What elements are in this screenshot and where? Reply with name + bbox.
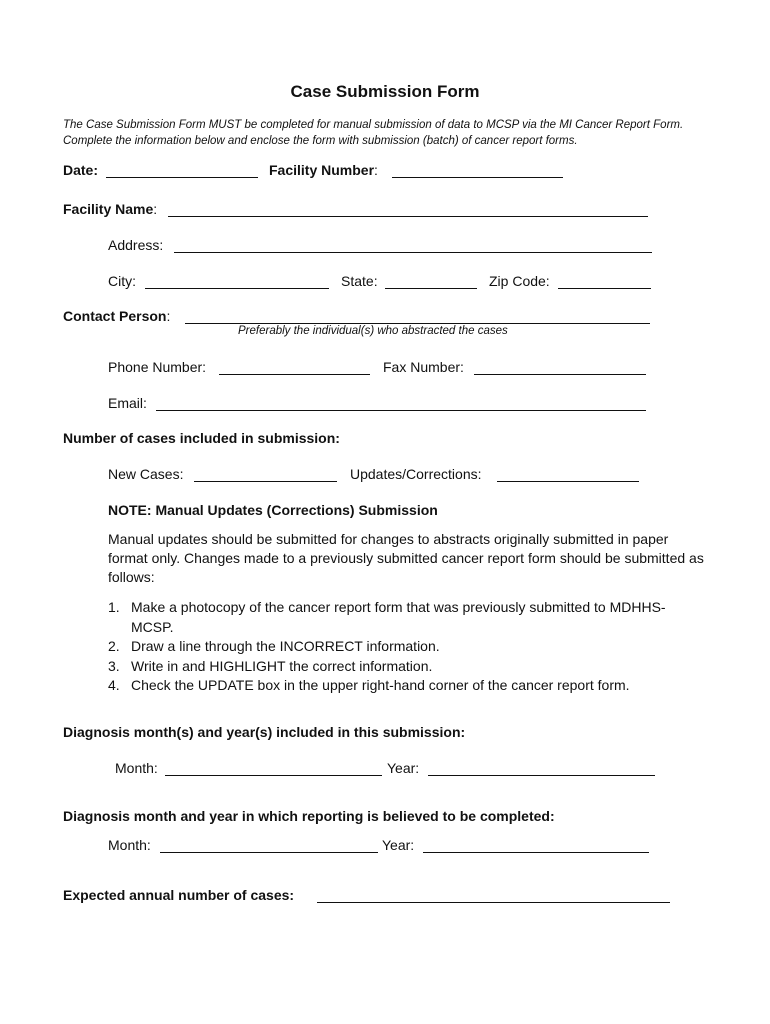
expected-annual-cases-label: Expected annual number of cases: (63, 887, 295, 903)
diagnosis-completed-month-field[interactable] (160, 838, 378, 853)
facility-name-label: Facility Name (63, 201, 154, 217)
step-text: Draw a line through the INCORRECT information. (131, 638, 440, 654)
contact-person-row: Contact Person: (63, 308, 171, 324)
facility-name-row: Facility Name: (63, 201, 158, 217)
diagnosis-included-month-field[interactable] (165, 761, 382, 776)
facility-number-label: Facility Number (269, 162, 375, 178)
step-text: Check the UPDATE box in the upper right-hand corner of the cancer report form. (131, 677, 630, 693)
city-field[interactable] (145, 274, 329, 289)
state-field[interactable] (385, 274, 477, 289)
zip-code-field[interactable] (558, 274, 651, 289)
step-number: 3. (108, 657, 120, 674)
step-text: Write in and HIGHLIGHT the correct information. (131, 657, 433, 674)
diagnosis-included-month-label: Month: (115, 760, 158, 776)
step-number: 1. (108, 599, 120, 615)
diagnosis-completed-heading: Diagnosis month and year in which reporting is believed to be completed: (63, 808, 555, 824)
diagnosis-completed-year-label: Year: (382, 837, 415, 853)
diagnosis-included-year-field[interactable] (428, 761, 655, 776)
diagnosis-completed-year-field[interactable] (423, 838, 649, 853)
facility-number-field[interactable] (392, 163, 563, 178)
cases-heading: Number of cases included in submission: (63, 430, 340, 446)
contact-person-label: Contact Person (63, 308, 167, 324)
diagnosis-included-heading: Diagnosis month(s) and year(s) included in this submission: (63, 724, 466, 740)
expected-annual-cases-field[interactable] (317, 888, 670, 903)
updates-corrections-field[interactable] (497, 467, 639, 482)
phone-number-label: Phone Number: (108, 359, 207, 375)
new-cases-label: New Cases: (108, 466, 184, 482)
list-item (108, 657, 708, 677)
updates-corrections-label: Updates/Corrections: (350, 466, 482, 482)
contact-person-hint: Preferably the individual(s) who abstracted the cases (238, 325, 508, 337)
date-field[interactable] (106, 163, 258, 178)
address-label: Address: (108, 237, 164, 253)
new-cases-field[interactable] (194, 467, 337, 482)
update-steps-list (108, 598, 708, 696)
zip-code-label: Zip Code: (489, 273, 550, 289)
facility-name-field[interactable] (168, 202, 648, 217)
note-body: Manual updates should be submitted for changes to abstracts originally submitted in paper format only. Changes made to a previously submitted cancer report form should be submitted as follows: (108, 531, 704, 585)
email-label: Email: (108, 395, 147, 411)
email-field[interactable] (156, 396, 646, 411)
step-number: 4. (108, 677, 120, 693)
state-label: State: (341, 273, 378, 289)
list-item (108, 676, 708, 696)
facility-number-row: Facility Number: (269, 162, 378, 178)
step-number: 2. (108, 638, 120, 654)
form-title: Case Submission Form (290, 82, 480, 101)
city-label: City: (108, 273, 136, 289)
address-field[interactable] (174, 238, 652, 253)
contact-person-field[interactable] (185, 309, 650, 324)
diagnosis-completed-month-label: Month: (108, 837, 151, 853)
fax-number-label: Fax Number: (383, 359, 464, 375)
form-intro: The Case Submission Form MUST be completed for manual submission of data to MCSP via the MI Cancer Report Form. Complete the information below and enclose the form with submission (batch) of cancer report forms. (63, 119, 684, 147)
list-item (108, 637, 708, 657)
step-text: Make a photocopy of the cancer report form that was previously submitted to MDHHS-MCSP. (131, 599, 666, 635)
fax-number-field[interactable] (474, 360, 646, 375)
date-label: Date: (63, 162, 99, 178)
diagnosis-included-year-label: Year: (387, 760, 420, 776)
phone-number-field[interactable] (219, 360, 370, 375)
list-item (108, 598, 708, 637)
note-heading: NOTE: Manual Updates (Corrections) Submission (108, 502, 438, 518)
